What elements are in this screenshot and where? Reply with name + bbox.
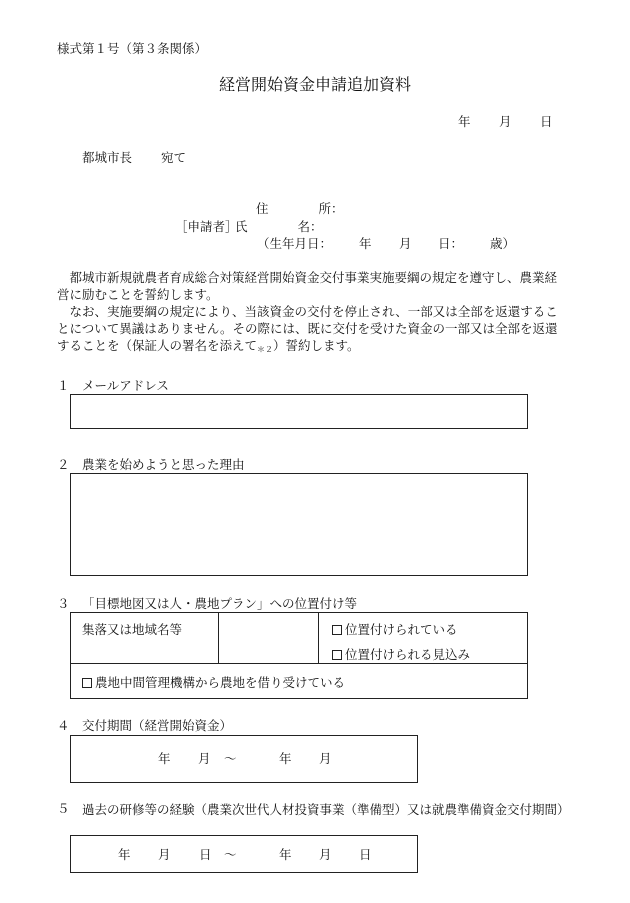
birth-year: 年 (359, 236, 372, 251)
option-positioned-label: 位置付けられている (345, 622, 458, 637)
section-3-label: 「目標地図又は人・農地プラン」への位置付け等 (82, 596, 358, 611)
pledge-paragraph-1: 都城市新規就農者育成総合対策経営開始資金交付事業実施要綱の規定を遵守し、農業経営に励むことを誓約します。 (57, 270, 558, 302)
pledge-text-b: ）誓約します。 (273, 338, 360, 353)
date-year: 年 (458, 114, 471, 129)
birth-month: 月 (399, 236, 412, 251)
training-year-1: 年 (118, 847, 131, 862)
training-month-2: 月 (319, 847, 332, 862)
training-tilde: 〜 (224, 847, 237, 862)
checkbox-icon[interactable] (332, 625, 342, 635)
section-5-number: ５ (57, 801, 70, 816)
name-label: 氏 名： (235, 219, 323, 234)
section-1-number: １ (57, 378, 70, 393)
option-expected-label: 位置付けられる見込み (345, 647, 471, 662)
section-4-label: 交付期間（経営開始資金） (82, 718, 233, 733)
section-4-number: ４ (57, 718, 70, 733)
option-lease-label: 農地中間管理機構から農地を借り受けている (95, 675, 346, 690)
section-2-label: 農業を始めようと思った理由 (82, 457, 245, 472)
table-row-divider (70, 663, 528, 664)
date-month: 月 (499, 114, 512, 129)
birth-label: （生年月日： (257, 236, 333, 251)
table-divider-2 (318, 612, 319, 664)
option-positioned[interactable] (332, 622, 458, 637)
table-divider-1 (218, 612, 219, 664)
training-year-2: 年 (279, 847, 292, 862)
period-month-2: 月 (319, 751, 332, 766)
section-2-number: ２ (57, 457, 70, 472)
pledge-note: ＊２ (257, 345, 274, 354)
training-day-1: 日 (199, 847, 212, 862)
table-header-area-name: 集落又は地域名等 (82, 622, 183, 637)
address-label: 住 所： (256, 201, 344, 216)
page-title: 経営開始資金申請追加資料 (218, 75, 411, 94)
period-year-2: 年 (279, 751, 292, 766)
addressee-suffix: 宛て (161, 150, 187, 165)
birth-age: 歳） (490, 236, 516, 251)
training-day-2: 日 (359, 847, 372, 862)
period-field[interactable] (70, 735, 418, 783)
checkbox-icon[interactable] (82, 678, 92, 688)
addressee-name: 都城市長 (82, 150, 133, 165)
birth-day: 日： (438, 236, 464, 251)
period-tilde: 〜 (224, 751, 237, 766)
applicant-bracket: ［申請者］ (175, 219, 238, 234)
period-year-1: 年 (158, 751, 171, 766)
pledge-paragraph-2 (57, 303, 567, 358)
option-lease[interactable] (82, 675, 345, 690)
checkbox-icon[interactable] (332, 650, 342, 660)
form-number: 様式第１号（第３条関係） (57, 41, 208, 56)
pledge-text-a: なお、実施要綱の規定により、当該資金の交付を停止され、一部又は全部を返還することについて異議はありません。その際には、既に交付を受けた資金の一部又は全部を返還することを（保証人の署名を添えて (57, 304, 558, 353)
section-3-number: ３ (57, 596, 70, 611)
training-month-1: 月 (158, 847, 171, 862)
area-name-input[interactable] (222, 614, 316, 661)
option-expected[interactable] (332, 647, 470, 662)
date-day: 日 (540, 114, 553, 129)
reason-field[interactable] (70, 473, 528, 576)
email-field[interactable] (70, 394, 528, 429)
section-1-label: メールアドレス (82, 378, 169, 393)
section-5-label: 過去の研修等の経験（農業次世代人材投資事業（準備型）又は就農準備資金交付期間） (82, 802, 570, 817)
period-month-1: 月 (198, 751, 211, 766)
